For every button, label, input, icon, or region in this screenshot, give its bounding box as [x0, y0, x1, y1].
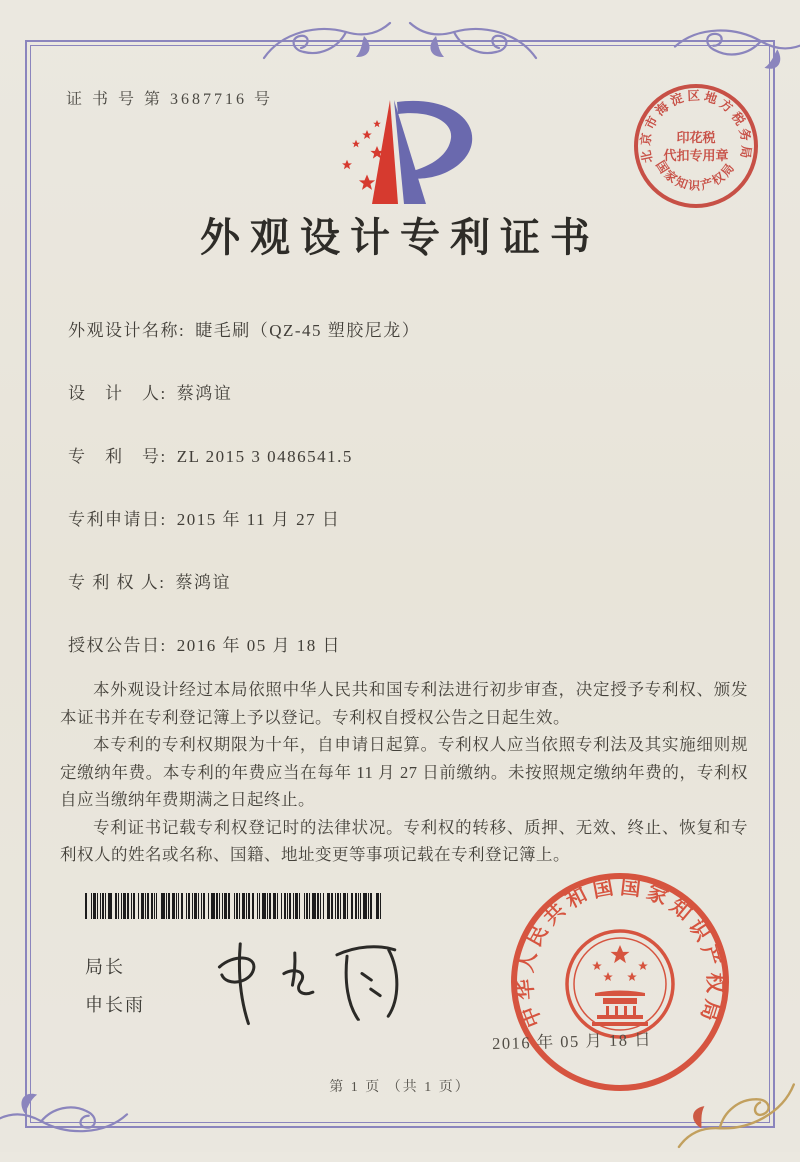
tax-stamp-line2: 代扣专用章 [663, 148, 729, 163]
field-value: ZL 2015 3 0486541.5 [176, 447, 353, 466]
page-number: 第 1 页 （共 1 页） [329, 1080, 471, 1095]
tax-office-stamp [626, 76, 766, 216]
sipo-official-seal [500, 862, 740, 1102]
field-value: 睫毛刷（QZ-45 塑胶尼龙） [195, 321, 421, 340]
tax-stamp-line1: 印花税 [676, 130, 716, 145]
field-list [68, 318, 740, 696]
barcode [85, 893, 385, 919]
seal-date: 2016 年 05 月 18 日 [491, 1029, 653, 1054]
legal-paragraph-1: 本外观设计经过本局依照中华人民共和国专利法进行初步审查，决定授予专利权、颁发本证书并在专利登记簿上予以登记。专利权自授权公告之日起生效。 [60, 680, 748, 727]
field-label: 专利申请日: [68, 510, 167, 529]
field-label: 设 计 人: [68, 384, 167, 403]
legal-text [60, 676, 748, 869]
seal-arc-text: 中华人民共和国国家知识产权局 [514, 876, 726, 1030]
field-filing-date [68, 507, 740, 533]
commissioner-name: 申长雨 [85, 995, 145, 1015]
national-emblem-icon [567, 931, 673, 1037]
field-value: 2015 年 11 月 27 日 [176, 510, 341, 529]
field-value: 蔡鸿谊 [176, 384, 233, 403]
legal-paragraph-2: 本专利的专利权期限为十年，自申请日起算。专利权人应当依照专利法及其实施细则规定缴纳年费。本专利的年费应当在每年 11 月 27 日前缴纳。未按照规定缴纳年费的，专利权自应当缴纳年费期满之日起终止。 [60, 735, 748, 809]
sipo-logo-icon [325, 92, 495, 207]
field-label: 专 利 权 人: [68, 573, 166, 592]
svg-text:国家知识产权局 [653, 158, 737, 193]
field-label: 外观设计名称: [68, 321, 186, 340]
field-designer [68, 381, 740, 407]
field-design-name [68, 318, 740, 344]
certificate-number: 证 书 号 第 3687716 号 [66, 91, 274, 108]
tax-stamp-arc-top: 北京市海淀区地方税务局 [638, 88, 754, 165]
certificate-title: 外观设计专利证书 [200, 215, 600, 260]
field-label: 授权公告日: [68, 636, 167, 655]
tax-stamp-arc-bottom: 国家知识产权局 [653, 158, 737, 193]
field-value: 蔡鸿谊 [175, 573, 231, 592]
flourish-top-center-icon [250, 14, 550, 70]
field-value: 2016 年 05 月 18 日 [176, 636, 341, 655]
legal-paragraph-3: 专利证书记载专利权登记时的法律状况。专利权的转移、质押、无效、终止、恢复和专利权人的姓名或名称、国籍、地址变更等事项记载在专利登记簿上。 [60, 817, 748, 864]
field-grant-date [68, 633, 740, 659]
field-patentee [68, 570, 740, 596]
commissioner-signature-icon [198, 922, 433, 1029]
field-patent-number [68, 444, 740, 470]
commissioner-title: 局长 [85, 957, 125, 977]
field-label: 专 利 号: [68, 447, 167, 466]
